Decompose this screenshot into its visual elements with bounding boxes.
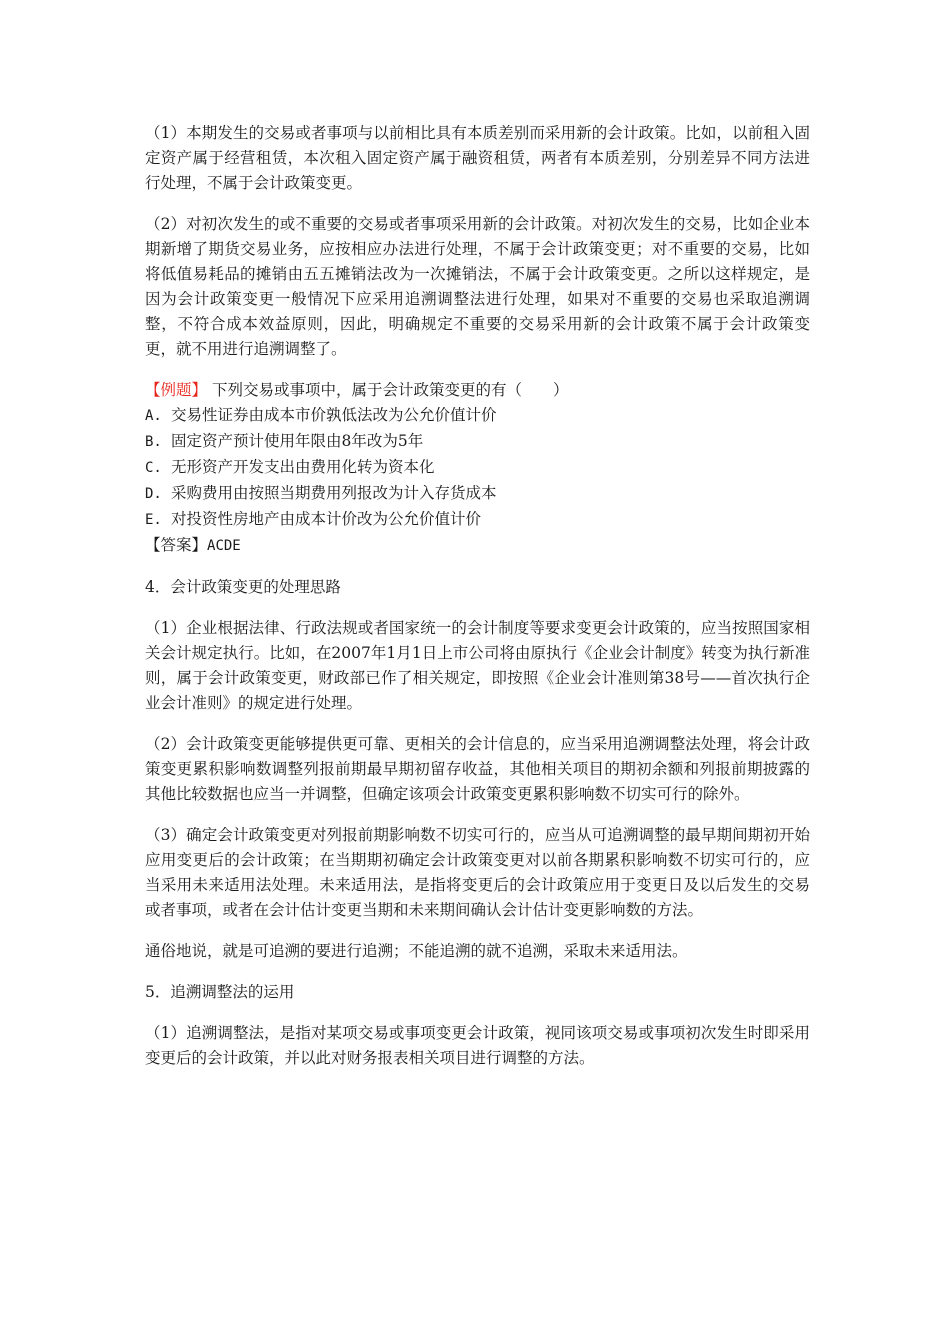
option-text: 无形资产开发支出由费用化转为资本化 <box>171 458 435 476</box>
section-4-summary: 通俗地说，就是可追溯的要进行追溯；不能追溯的就不追溯，采取未来适用法。 <box>145 942 688 960</box>
option-letter: B. <box>145 434 162 450</box>
example-block <box>145 378 810 559</box>
section-5-paragraph-1: （1）追溯调整法，是指对某项交易或事项变更会计政策，视同该项交易或事项初次发生时即采用变更后的会计政策，并以此对财务报表相关项目进行调整的方法。 <box>145 1024 810 1067</box>
option-letter: C. <box>145 460 162 476</box>
option-letter: A. <box>145 408 162 424</box>
option-letter: D. <box>145 486 162 502</box>
option-text: 交易性证券由成本市价孰低法改为公允价值计价 <box>171 406 497 424</box>
paragraph-non-change-2: （2）对初次发生的或不重要的交易或者事项采用新的会计政策。对初次发生的交易，比如企业本期新增了期货交易业务，应按相应办法进行处理，不属于会计政策变更；对不重要的交易，比如将低值易耗品的摊销由五五摊销法改为一次摊销法，不属于会计政策变更。之所以这样规定，是因为会计政策变更一般情况下应采用追溯调整法进行处理，如果对不重要的交易也采取追溯调整，不符合成本效益原则，因此，明确规定不重要的交易采用新的会计政策不属于会计政策变更，就不用进行追溯调整了。 <box>145 215 810 358</box>
option-text: 固定资产预计使用年限由8年改为5年 <box>171 432 424 450</box>
example-tag: 【例题】 <box>145 381 208 399</box>
document-body <box>145 121 810 1087</box>
example-question-text: 下列交易或事项中，属于会计政策变更的有（ ） <box>207 381 569 399</box>
section-4-paragraph-1: （1）企业根据法律、行政法规或者国家统一的会计制度等要求变更会计政策的，应当按照国家相关会计规定执行。比如，在2007年1月1日上市公司将由原执行《企业会计制度》转变为执行新准则，属于会计政策变更，财政部已作了相关规定，即按照《企业会计准则第38号——首次执行企业会计准则》的规定进行处理。 <box>145 619 810 712</box>
option-text: 对投资性房地产由成本计价改为公允价值计价 <box>171 510 482 528</box>
example-answer <box>145 533 810 559</box>
section-4-paragraph-3: （3）确定会计政策变更对列报前期影响数不切实可行的，应当从可追溯调整的最早期间期初开始应用变更后的会计政策；在当期期初确定会计政策变更对以前各期累积影响数不切实可行的，应当采用未来适用法处理。未来适用法，是指将变更后的会计政策应用于变更日及以后发生的交易或者事项，或者在会计估计变更当期和未来期间确认会计估计变更影响数的方法。 <box>145 826 810 919</box>
example-option-c <box>145 455 810 481</box>
answer-label: 【答案】 <box>145 536 208 554</box>
example-option-a <box>145 403 810 429</box>
option-letter: E. <box>145 512 162 528</box>
option-text: 采购费用由按照当期费用列报改为计入存货成本 <box>171 484 497 502</box>
paragraph-non-change-1: （1）本期发生的交易或者事项与以前相比具有本质差别而采用新的会计政策。比如，以前租入固定资产属于经营租赁，本次租入固定资产属于融资租赁，两者有本质差别，分别差异不同方法进行处理，不属于会计政策变更。 <box>145 124 810 192</box>
example-question <box>145 378 810 403</box>
section-4-paragraph-2: （2）会计政策变更能够提供更可靠、更相关的会计信息的，应当采用追溯调整法处理，将会计政策变更累积影响数调整列报前期最早期初留存收益，其他相关项目的期初余额和列报前期披露的其他比较数据也应当一并调整，但确定该项会计政策变更累积影响数不切实可行的除外。 <box>145 735 810 803</box>
example-option-d <box>145 481 810 507</box>
answer-value: ACDE <box>207 538 241 554</box>
example-option-e <box>145 507 810 533</box>
example-option-b <box>145 429 810 455</box>
section-4-heading: 4．会计政策变更的处理思路 <box>145 578 341 596</box>
section-5-heading: 5．追溯调整法的运用 <box>145 983 295 1001</box>
